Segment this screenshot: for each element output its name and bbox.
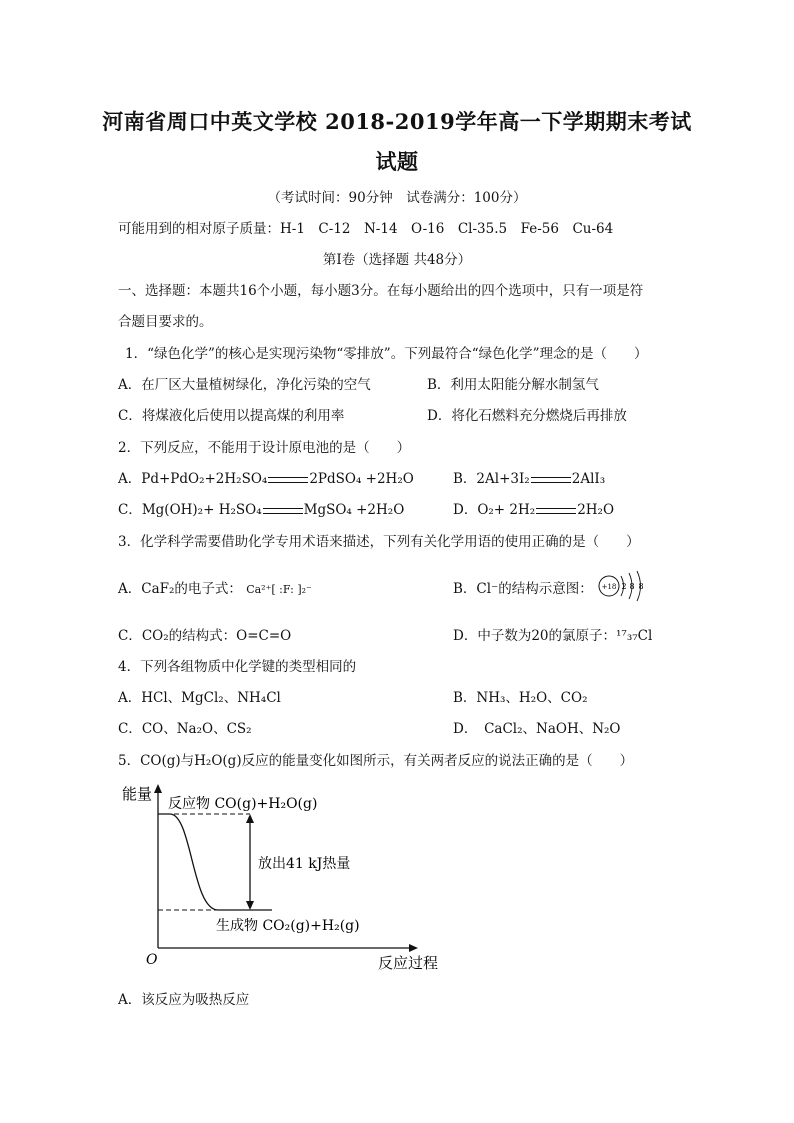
section-heading: 第Ⅰ卷（选择题 共48分）	[322, 252, 472, 268]
q4-option-b: B．NH₃、H₂O、CO₂	[453, 690, 588, 706]
shell-3-electrons: 8	[638, 582, 644, 591]
q2-option-a	[118, 467, 414, 487]
reaction-energy-curve	[158, 814, 272, 910]
q1-option-d: D．将化石燃料充分燃烧后再排放	[427, 408, 627, 424]
q5-option-a: A．该反应为吸热反应	[118, 992, 250, 1008]
q2-d-label: D．	[453, 502, 478, 518]
q2-c-products: MgSO₄ +2H₂O	[303, 502, 405, 518]
instructions-line2: 合题目要求的。	[118, 314, 213, 330]
y-axis-arrow	[154, 784, 162, 793]
q4-stem: 4．下列各组物质中化学键的类型相同的	[118, 659, 357, 675]
product-label: 生成物 CO₂(g)+H₂(g)	[216, 918, 360, 934]
q2-b-reactants: 2Al+3I₂	[476, 471, 530, 487]
energy-release-label: 放出41 kJ热量	[258, 856, 351, 872]
x-axis-label: 反应过程	[378, 954, 439, 972]
q3-option-a	[118, 577, 312, 597]
q1-option-b: B．利用太阳能分解水制氢气	[427, 377, 599, 393]
equals-sign	[531, 477, 571, 483]
equals-sign	[268, 477, 308, 483]
q2-a-products: 2PdSO₄ +2H₂O	[309, 471, 414, 487]
origin-label: O	[146, 952, 158, 968]
q2-option-c	[118, 498, 404, 518]
q4-option-d: D． CaCl₂、NaOH、N₂O	[453, 721, 621, 737]
q4-option-a: A．HCl、MgCl₂、NH₄Cl	[118, 690, 281, 706]
q3-stem: 3．化学科学需要借助化学专用术语来描述，下列有关化学用语的使用正确的是（ ）	[118, 534, 640, 550]
q2-option-d	[453, 498, 614, 518]
arrow-head-bottom	[246, 901, 254, 910]
x-axis-arrow	[409, 944, 418, 952]
q3-b-label: B．Cl⁻的结构示意图：	[453, 581, 593, 597]
reactant-label: 反应物 CO(g)+H₂O(g)	[168, 796, 318, 812]
q2-c-label: C．	[118, 502, 142, 518]
q2-b-label: B．	[453, 471, 477, 487]
arrow-head-top	[246, 814, 254, 823]
q2-a-reactants: Pd+PdO₂+2H₂SO₄	[141, 471, 268, 487]
q2-b-products: 2AlI₃	[571, 471, 606, 487]
exam-title-line2: 试题	[375, 149, 419, 174]
q2-stem: 2．下列反应，不能用于设计原电池的是（ ）	[118, 440, 411, 456]
q4-option-c: C．CO、Na₂O、CS₂	[118, 721, 252, 737]
y-axis-label: 能量	[122, 785, 153, 803]
shell-2-electrons: 8	[629, 582, 635, 591]
q2-d-reactants: O₂+ 2H₂	[477, 502, 536, 518]
q2-c-reactants: Mg(OH)₂+ H₂SO₄	[141, 502, 262, 518]
shell-1-electrons: 2	[621, 582, 627, 591]
equals-sign	[263, 508, 303, 514]
energy-diagram	[110, 776, 460, 976]
equals-sign	[536, 508, 576, 514]
instructions-line1: 一、选择题：本题共16个小题，每小题3分。在每小题给出的四个选项中，只有一项是符	[118, 283, 644, 299]
q3-option-d: D．中子数为20的氯原子：¹⁷₃₇Cl	[453, 628, 653, 644]
q1-stem: 1．“绿色化学”的核心是实现污染物“零排放”。下列最符合“绿色化学”理念的是（ ）	[125, 346, 648, 362]
exam-info: （考试时间：90分钟 试卷满分：100分）	[267, 190, 527, 206]
q2-option-b	[453, 467, 605, 487]
q3-option-c: C．CO₂的结构式：O=C=O	[118, 628, 292, 644]
exam-title: 河南省周口中英文学校 2018-2019学年高一下学期期末考试	[102, 109, 692, 134]
q3-a-electron-formula: Ca²⁺[ :F: ]₂⁻	[246, 583, 312, 596]
atomic-mass-note: 可能用到的相对原子质量：H-1 C-12 N-14 O-16 Cl-35.5 Fe-56 Cu-64	[118, 221, 614, 237]
q3-a-label: A．CaF₂的电子式：	[118, 581, 242, 597]
q3-option-b	[453, 577, 593, 597]
q2-d-products: 2H₂O	[577, 502, 615, 518]
q1-option-a: A．在厂区大量植树绿化，净化污染的空气	[118, 377, 371, 393]
chlorine-ion-structure-diagram	[596, 568, 652, 604]
nucleus-charge: +18	[601, 583, 617, 591]
q5-stem: 5．CO(g)与H₂O(g)反应的能量变化如图所示，有关两者反应的说法正确的是（ ）	[118, 753, 634, 769]
q2-a-label: A．	[118, 471, 142, 487]
q1-option-c: C．将煤液化后使用以提高煤的利用率	[118, 408, 345, 424]
